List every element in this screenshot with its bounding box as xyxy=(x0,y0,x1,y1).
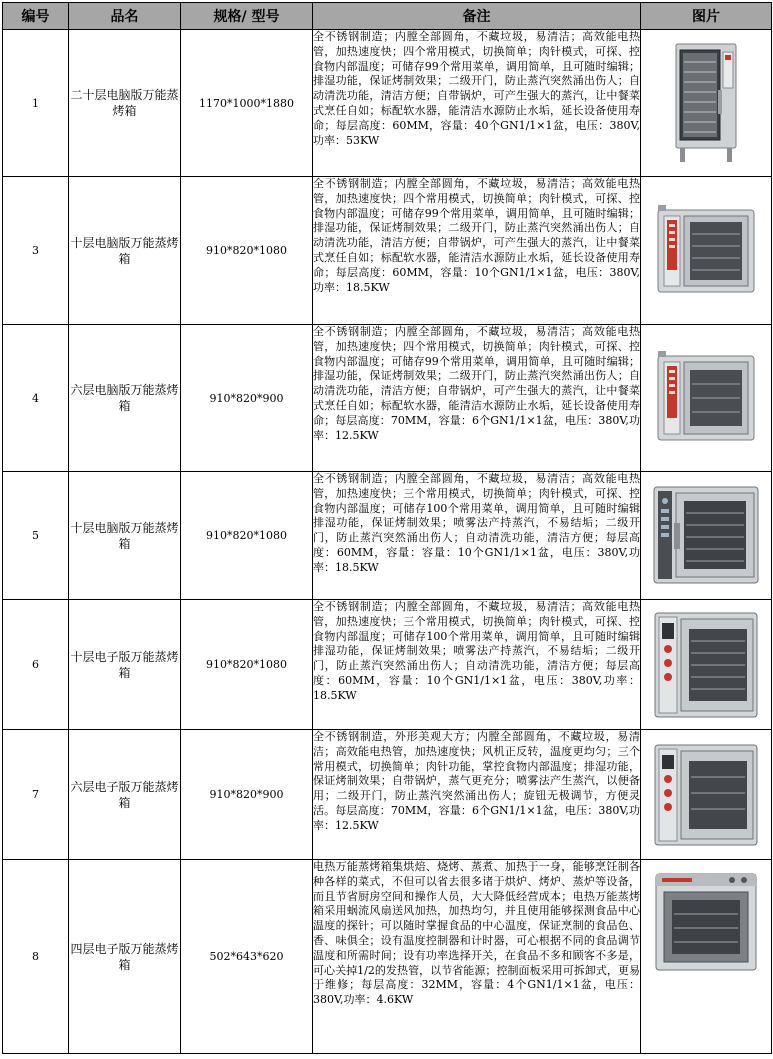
table-row xyxy=(3,860,772,1054)
table-header-row xyxy=(3,3,772,30)
product-name: 十层电脑版万能蒸烤箱 xyxy=(69,472,181,600)
product-dimensions: 910*820*900 xyxy=(181,325,313,472)
header-spec: 规格/ 型号 xyxy=(181,3,313,30)
header-no: 编号 xyxy=(3,3,69,30)
combi-oven-red-panel-icon xyxy=(654,204,758,298)
combi-oven-knob-panel-icon xyxy=(651,609,761,721)
product-dimensions: 1170*1000*1880 xyxy=(181,30,313,177)
row-number: 4 xyxy=(3,325,69,472)
product-description: 全不锈钢制造；内膛全部圆角，不藏垃圾，易清洁；高效能电热管，加热速度快；四个常用模式，切换简单；肉针模式，可探、控食物内部温度；可储存99个常用菜单，调用简单，且可随时编辑；排湿功能，保证烤制效果；二级开门，防止蒸汽突然涌出伤人；自动清洗功能，清洁方便；自带锅炉，可产生强大的蒸汽，让中餐菜式烹任自如；标配软水器，能清洁水源防止水垢，延长设备使用寿命；每层高度：60MM，容量：40个GN1/1×1盆，电压：380V,功率：53KW xyxy=(313,30,641,177)
product-description: 全不锈钢制造；内膛全部圆角，不藏垃圾，易清洁；高效能电热管，加热速度快；四个常用模式，切换简单；肉针模式，可探、控食物内部温度；可储存99个常用菜单，调用简单，且可随时编辑；排湿功能，保证烤制效果；二级开门，防止蒸汽突然涌出伤人；自动清洗功能，清洁方便；自带锅炉，可产生强大的蒸汽，让中餐菜式烹任自如；标配软水器，能清洁水源防止水垢，延长设备使用寿命；每层高度：70MM，容量：6个GN1/1×1盆，电压：380V,功率：12.5KW xyxy=(313,325,641,472)
product-name: 六层电脑版万能蒸烤箱 xyxy=(69,325,181,472)
product-dimensions: 502*643*620 xyxy=(181,860,313,1054)
product-image-cell xyxy=(641,30,772,177)
product-description: 全不锈钢制造；内膛全部圆角，不藏垃圾，易清洁；高效能电热管，加热速度快；四个常用模式，切换简单；肉针模式，可探、控食物内部温度；可储存99个常用菜单，调用简单，且可随时编辑；排湿功能，保证烤制效果；二级开门，防止蒸汽突然涌出伤人；自动清洗功能，清洁方便；自带锅炉，可产生强大的蒸汽，让中餐菜式烹任自如；标配软水器，能清洁水源防止水垢，延长设备使用寿命；每层高度：60MM，容量：10个GN1/1×1盆，电压：380V,功率：18.5KW xyxy=(313,177,641,325)
header-note: 备注 xyxy=(313,3,641,30)
product-dimensions: 910*820*1080 xyxy=(181,600,313,730)
row-number: 5 xyxy=(3,472,69,600)
product-description: 全不锈钢制造，外形美观大方；内膛全部圆角，不藏垃圾，易清洁；高效能电热管，加热速度快；风机正反转，温度更均匀；三个常用模式，切换简单；肉针功能，掌控食物内部温度；排湿功能，保证烤制效果；自带锅炉，蒸气更充分；喷雾法产生蒸汽，以便备用；二级开门，防止蒸汽突然涌出伤人；旋钮无极调节，方便灵活。每层高度：70MM，容量：6个GN1/1×1盆，电压：380V,功率：12.5KW xyxy=(313,730,641,860)
product-image-cell xyxy=(641,325,772,472)
product-dimensions: 910*820*900 xyxy=(181,730,313,860)
row-number: 3 xyxy=(3,177,69,325)
product-image-cell xyxy=(641,177,772,325)
table-row xyxy=(3,600,772,730)
product-description: 全不锈钢制造；内膛全部圆角，不藏垃圾，易清洁；高效能电热管，加热速度快；三个常用模式，切换简单；肉针模式，可探、控食物内部温度；可储存100个常用菜单，调用简单，且可随时编辑排湿功能，保证烤制效果；喷雾法产持蒸汽，不易结垢；二级开门，防止蒸汽突然涌出伤人；自动清洗功能，清洁方便；每层高度：60MM，容量：10个GN1/1×1盆，电压：380V,功率：18.5KW xyxy=(313,600,641,730)
table-row xyxy=(3,177,772,325)
product-image-cell xyxy=(641,730,772,860)
table-row xyxy=(3,325,772,472)
combi-oven-red-panel-icon xyxy=(654,350,758,446)
row-number: 1 xyxy=(3,30,69,177)
header-name: 品名 xyxy=(69,3,181,30)
table-row xyxy=(3,30,772,177)
product-name: 六层电子版万能蒸烤箱 xyxy=(69,730,181,860)
combi-oven-dark-panel-icon xyxy=(650,483,762,589)
product-spec-table xyxy=(2,2,772,1054)
product-dimensions: 910*820*1080 xyxy=(181,177,313,325)
table-row xyxy=(3,472,772,600)
product-image-cell xyxy=(641,600,772,730)
product-dimensions: 910*820*1080 xyxy=(181,472,313,600)
product-description: 全不锈钢制造；内膛全部圆角，不藏垃圾，易清洁；高效能电热管，加热速度快；三个常用模式，切换简单；肉针模式，可探、控食物内部温度；可储存100个常用菜单，调用简单，且可随时编辑排湿功能，保证烤制效果；喷雾法产持蒸汽，不易结垢；二级开门，防止蒸汽突然涌出伤人；自动清洗功能，清洁方便；每层高度：60MM，容量：容量：10个GN1/1×1盆，电压：380V,功率：18.5KW xyxy=(313,472,641,600)
product-description: 电热万能蒸烤箱集烘焙、烧烤、蒸煮、加热于一身，能够烹饪制各种各样的菜式，不但可以省去很多诸于烘炉、烤炉、蒸炉等设备，而且节省厨房空间和操作人员，大大降低经营成本；电热万能蒸烤箱采用蜗流风扇送风加热，加热均匀，并且使用能够探测食品中心温度的探针；可以随时掌握食品的中心温度，保证烹制的食品色、香、味俱全；设有温度控制器和计时器，可心根据不同的食品调节温度和所需时间；设有功率选择开关，在食品不多和顾客不多是，可心关掉1/2的发热管，以节省能源；控制面板采用可拆卸式，更易于维修；每层高度：32MM，容量：4个GN1/1×1盆，电压：380V,功率：4.6KW xyxy=(313,860,641,1054)
row-number: 7 xyxy=(3,730,69,860)
combi-oven-knob-panel-icon xyxy=(651,741,761,849)
row-number: 6 xyxy=(3,600,69,730)
product-image-cell xyxy=(641,860,772,1054)
table-row xyxy=(3,730,772,860)
compact-oven-red-trim-icon xyxy=(652,870,760,974)
product-name: 十层电子版万能蒸烤箱 xyxy=(69,600,181,730)
product-image-cell xyxy=(641,472,772,600)
header-pic: 图片 xyxy=(641,3,772,30)
product-name: 十层电脑版万能蒸烤箱 xyxy=(69,177,181,325)
product-name: 四层电子版万能蒸烤箱 xyxy=(69,860,181,1054)
row-number: 8 xyxy=(3,860,69,1054)
tall-combi-oven-icon xyxy=(670,40,742,166)
product-name: 二十层电脑版万能蒸烤箱 xyxy=(69,30,181,177)
